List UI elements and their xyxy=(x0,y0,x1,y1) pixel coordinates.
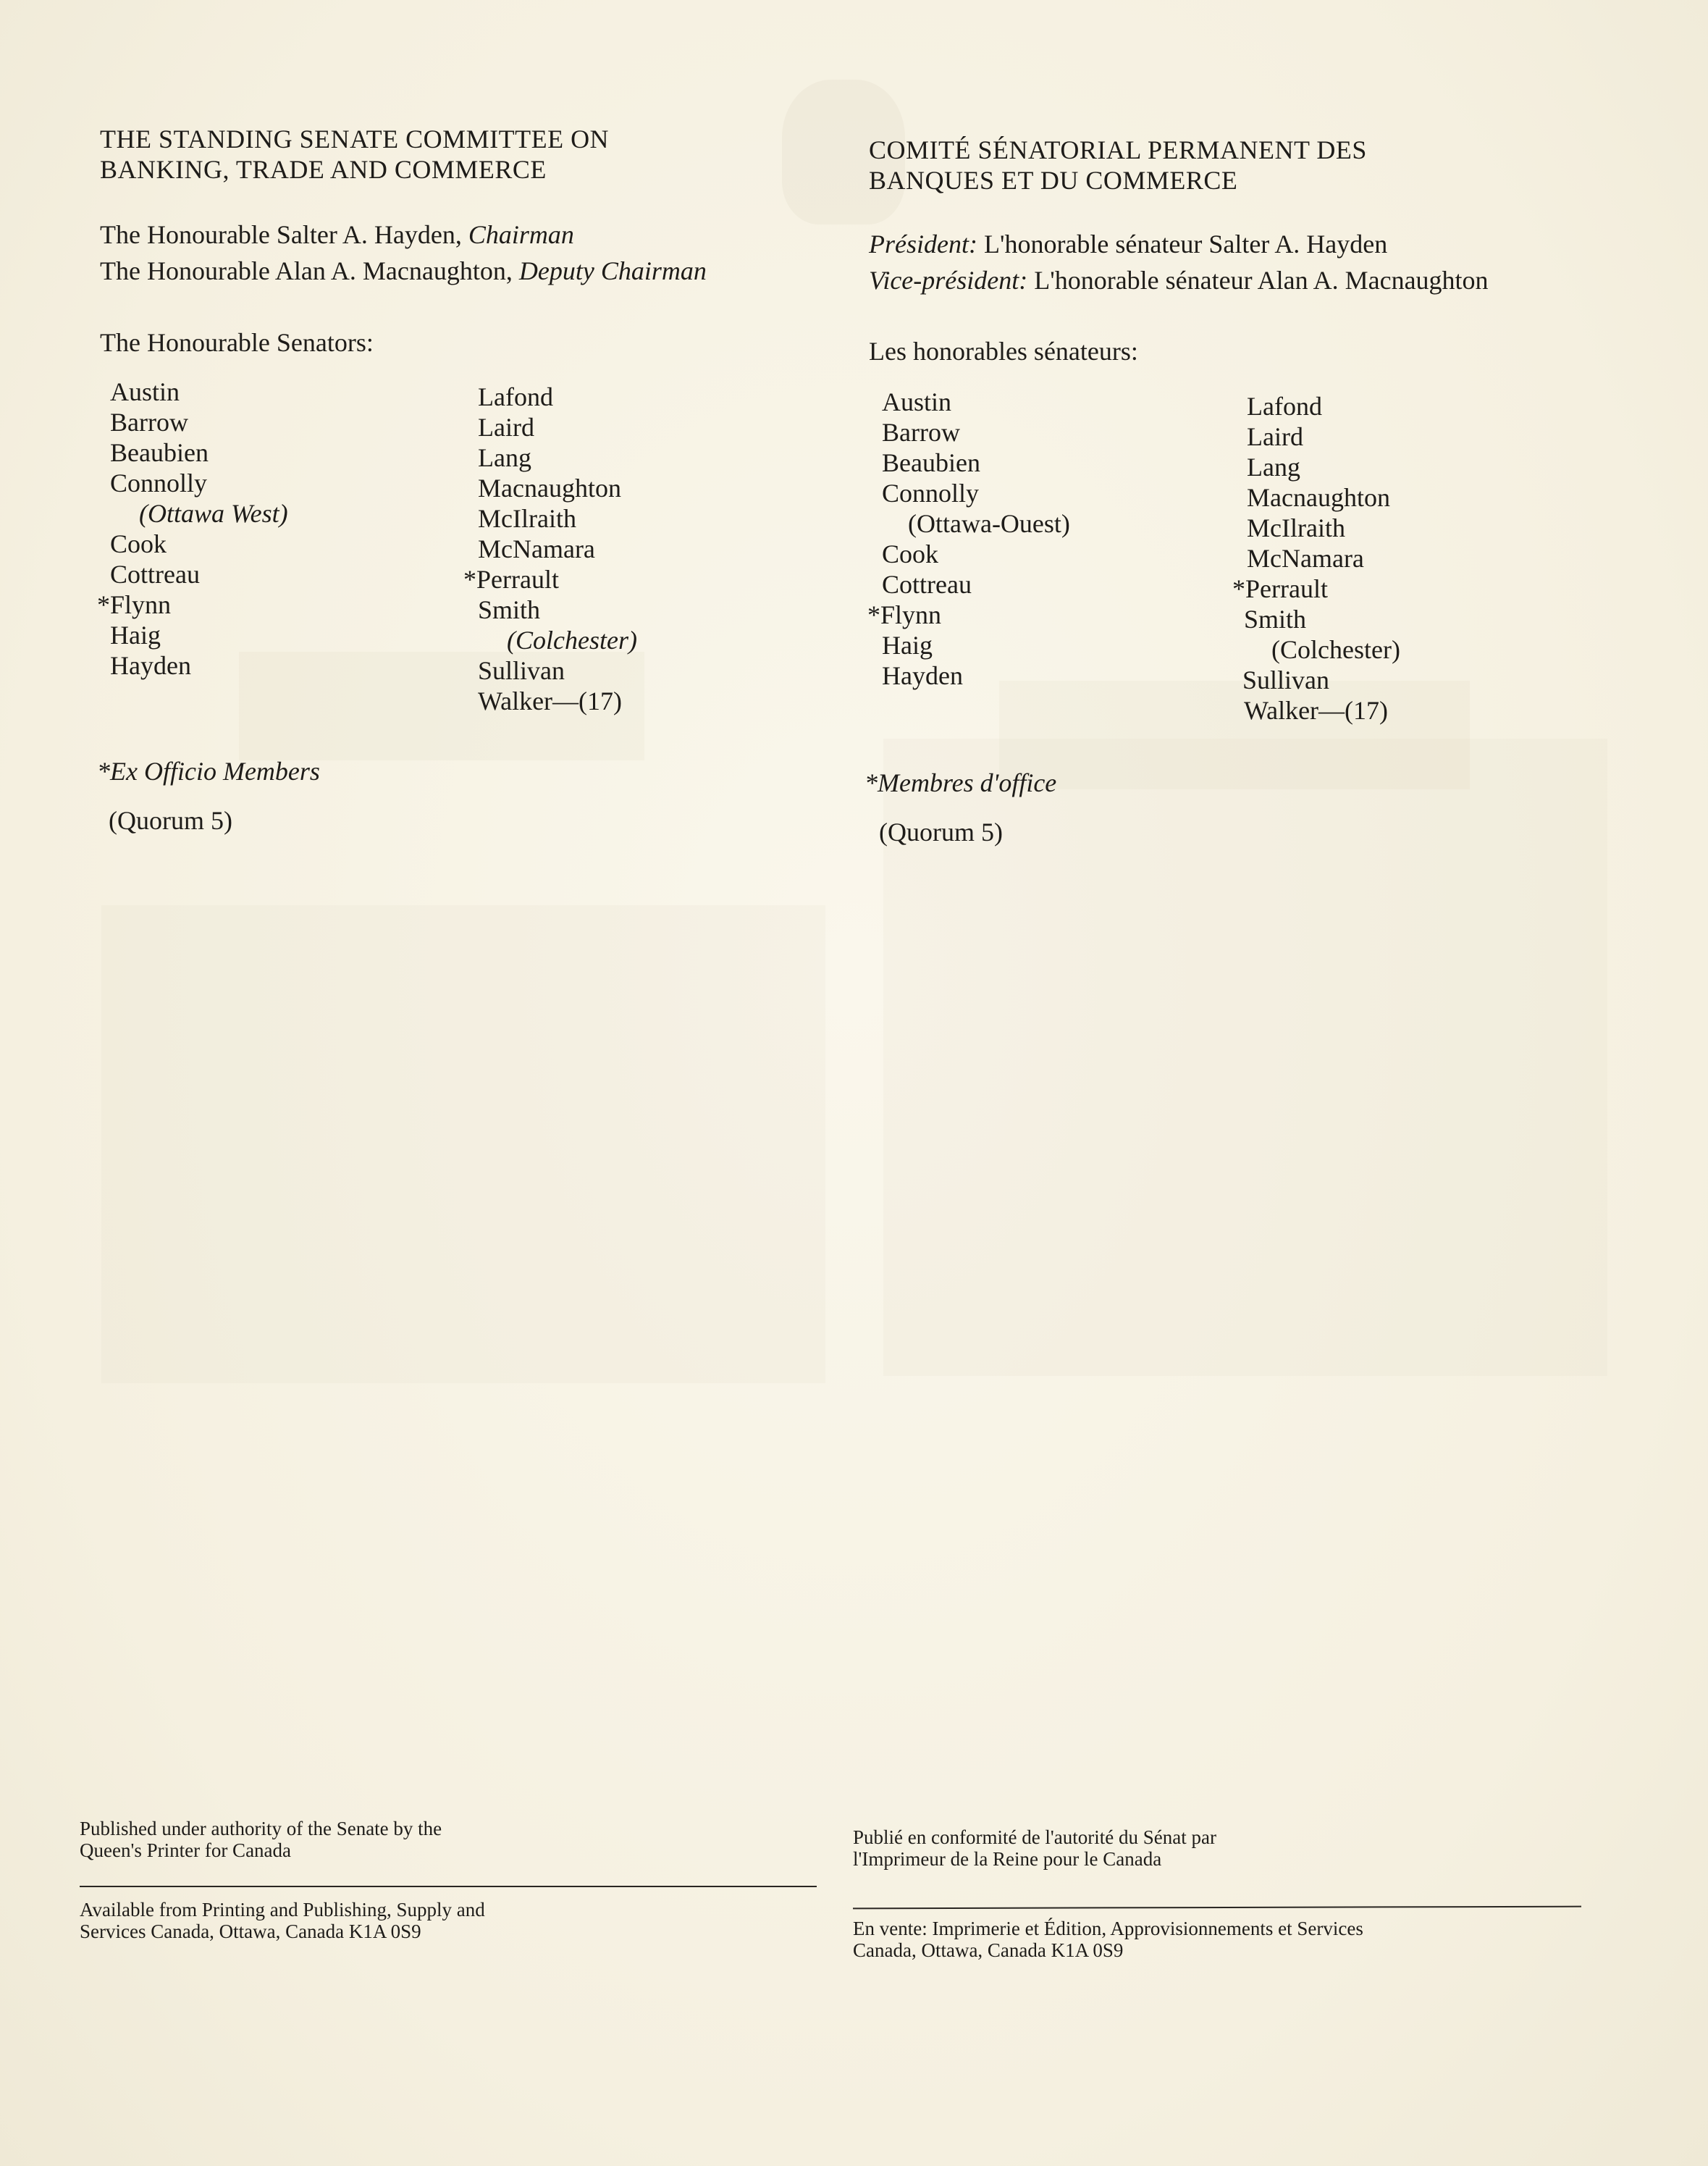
left-member: Beaubien xyxy=(110,438,209,467)
right-member: Haig xyxy=(882,631,933,660)
left-member: Hayden xyxy=(110,651,191,680)
right-member: Laird xyxy=(1247,422,1303,451)
left-senators-heading: The Honourable Senators: xyxy=(100,328,374,357)
left-deputy-role: Deputy Chairman xyxy=(518,256,707,285)
right-published-line1: Publié en conformité de l'autorité du Sénat par xyxy=(853,1826,1216,1848)
left-member: Connolly xyxy=(110,469,208,498)
left-member: *Perrault xyxy=(463,565,559,594)
left-member: McNamara xyxy=(478,534,595,563)
right-ex-officio-note: *Membres d'office xyxy=(864,768,1057,797)
left-member: Barrow xyxy=(110,408,188,437)
left-member: Sullivan xyxy=(478,656,565,685)
right-chair-line xyxy=(869,229,1387,259)
left-divider xyxy=(80,1886,817,1887)
right-deputy-name: L'honorable sénateur Alan A. Macnaughton xyxy=(1027,266,1489,295)
right-member: Sullivan xyxy=(1242,666,1330,694)
right-available-line2: Canada, Ottawa, Canada K1A 0S9 xyxy=(853,1939,1124,1961)
left-member: Lang xyxy=(478,443,531,472)
right-deputy-role: Vice-président: xyxy=(869,266,1028,295)
right-deputy-line xyxy=(869,265,1489,295)
bleed-through-block-left-2 xyxy=(101,905,825,1383)
right-committee-title-line1: COMITÉ SÉNATORIAL PERMANENT DES xyxy=(869,135,1367,164)
left-deputy-name: The Honourable Alan A. Macnaughton, xyxy=(100,256,519,285)
left-chair-line xyxy=(100,219,574,250)
left-deputy-line xyxy=(100,256,707,286)
left-ex-officio-note: *Ex Officio Members xyxy=(97,757,320,786)
right-member: Austin xyxy=(882,387,952,416)
right-member: Lang xyxy=(1247,453,1300,482)
left-member: Haig xyxy=(110,621,161,650)
left-member: Lafond xyxy=(478,382,553,411)
left-member: Cottreau xyxy=(110,560,200,589)
right-member: McNamara xyxy=(1247,544,1364,573)
left-member-note: (Colchester) xyxy=(507,626,637,655)
right-available-line1: En vente: Imprimerie et Édition, Approvisionnements et Services xyxy=(853,1918,1363,1939)
right-member: Lafond xyxy=(1247,392,1322,421)
right-member: Hayden xyxy=(882,661,963,690)
right-member: Walker—(17) xyxy=(1244,696,1389,725)
right-member: Cottreau xyxy=(882,570,972,599)
right-member: *Perrault xyxy=(1232,574,1328,603)
left-member: Cook xyxy=(110,529,167,558)
left-member: Laird xyxy=(478,413,534,442)
left-chair-role: Chairman xyxy=(468,220,574,249)
right-member-note: (Colchester) xyxy=(1271,635,1400,664)
right-chair-name: L'honorable sénateur Salter A. Hayden xyxy=(977,230,1388,259)
right-member: Barrow xyxy=(882,418,960,447)
right-member: Cook xyxy=(882,540,939,568)
left-member: Austin xyxy=(110,377,180,406)
left-available-line1: Available from Printing and Publishing, Supply and xyxy=(80,1899,485,1921)
right-member: Beaubien xyxy=(882,448,980,477)
left-published-line1: Published under authority of the Senate by the xyxy=(80,1818,442,1839)
right-quorum: (Quorum 5) xyxy=(879,818,1003,847)
left-member: *Flynn xyxy=(97,590,172,619)
left-committee-title-line1: THE STANDING SENATE COMMITTEE ON xyxy=(100,125,610,154)
left-member: Macnaughton xyxy=(478,474,621,503)
right-chair-role: Président: xyxy=(869,230,977,259)
left-member: Walker—(17) xyxy=(478,687,623,715)
left-member: McIlraith xyxy=(478,504,576,533)
right-senators-heading: Les honorables sénateurs: xyxy=(869,337,1138,366)
right-published-line2: l'Imprimeur de la Reine pour le Canada xyxy=(853,1848,1162,1870)
right-member: *Flynn xyxy=(867,600,942,629)
left-available-line2: Services Canada, Ottawa, Canada K1A 0S9 xyxy=(80,1921,421,1942)
left-member: Smith xyxy=(478,595,541,624)
right-member: Smith xyxy=(1244,605,1307,634)
left-published-line2: Queen's Printer for Canada xyxy=(80,1839,292,1861)
left-chair-name: The Honourable Salter A. Hayden, xyxy=(100,220,468,249)
right-member: Connolly xyxy=(882,479,980,508)
right-member-note: (Ottawa-Ouest) xyxy=(908,509,1070,538)
left-member-note: (Ottawa West) xyxy=(139,499,288,528)
left-committee-title-line2: BANKING, TRADE AND COMMERCE xyxy=(100,155,547,184)
right-member: Macnaughton xyxy=(1247,483,1390,512)
right-committee-title-line2: BANQUES ET DU COMMERCE xyxy=(869,166,1238,195)
left-quorum: (Quorum 5) xyxy=(109,806,232,835)
right-member: McIlraith xyxy=(1247,513,1345,542)
